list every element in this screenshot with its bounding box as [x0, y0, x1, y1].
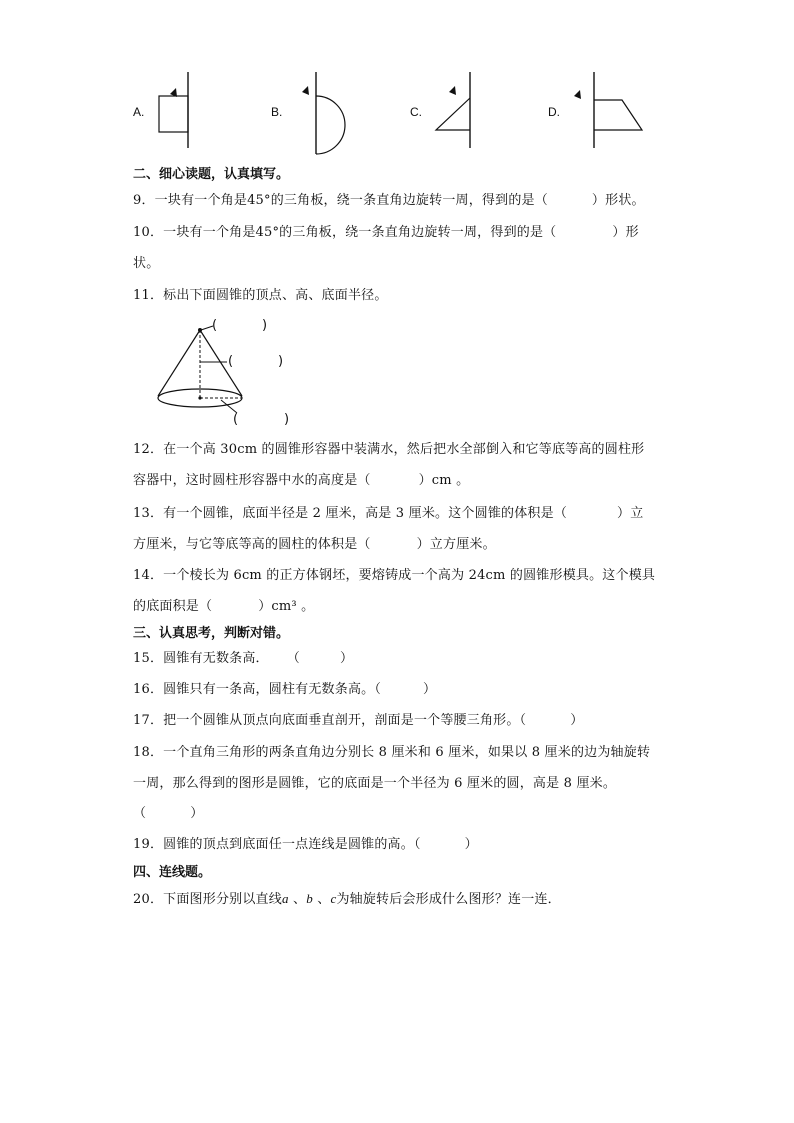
question-10-text-end: ）形 [612, 225, 639, 240]
question-12-line2 [133, 473, 469, 489]
option-d-figure [570, 70, 650, 150]
question-14-text: 的底面积是（ [133, 599, 213, 614]
option-b-label: B. [271, 105, 283, 119]
cone-label-height-open: ( [228, 354, 234, 369]
question-12-line1: 12．在一个高 30cm 的圆锥形容器中装满水，然后把水全部倒入和它等底等高的圆柱形 [133, 442, 645, 457]
option-b-figure [290, 70, 360, 160]
question-14-line1: 14．一个棱长为 6cm 的正方体钢坯，要熔铸成一个高为 24cm 的圆锥形模具。这个模具 [133, 568, 656, 583]
question-9-text-end: ）形状。 [591, 193, 645, 208]
question-13-text-2: 方厘米，与它等底等高的圆柱的体积是（ [133, 537, 371, 552]
question-9 [133, 193, 645, 209]
axis-a-label: a [281, 891, 289, 906]
question-17-text: 17．把一个圆锥从顶点向底面垂直剖开，剖面是一个等腰三角形。（ [133, 713, 527, 728]
question-16-text: 16．圆锥只有一条高，圆柱有无数条高。（ [133, 682, 382, 697]
question-14-text-end: ）cm³ 。 [258, 599, 315, 614]
cone-label-apex-close: ) [262, 318, 268, 333]
section-2-heading: 二、细心读题，认真填写。 [133, 167, 290, 182]
question-18-paren-close: ） [190, 806, 204, 821]
question-14-line2 [133, 599, 314, 615]
separator: 、 [312, 892, 331, 907]
section-3-heading: 三、认真思考，判断对错。 [133, 626, 290, 641]
question-19-paren-close: ） [464, 837, 478, 852]
cone-label-apex-open: ( [212, 318, 218, 333]
question-13-line2 [133, 537, 496, 553]
question-13-text-end: ）立 [617, 506, 644, 521]
question-13-text-2-end: ）立方厘米。 [416, 537, 496, 552]
option-c-label: C. [410, 105, 422, 119]
question-18-line2: 一周，那么得到的图形是圆锥，它的底面是一个半径为 6 厘米的圆，高是 8 厘米。 [133, 776, 617, 791]
question-18-paren-open: （ [133, 806, 147, 821]
question-20-text-end: 为轴旋转后会形成什么图形？连一连． [336, 892, 561, 907]
question-10-text: 10．一块有一个角是45°的三角板，绕一条直角边旋转一周，得到的是（ [133, 225, 557, 240]
option-d-label: D. [548, 105, 560, 119]
axis-b-label: b [306, 891, 313, 906]
question-18-line1: 18．一个直角三角形的两条直角边分别长 8 厘米和 6 厘米，如果以 8 厘米的边为轴旋转 [133, 745, 651, 760]
question-12-text-end: ）cm 。 [418, 473, 470, 488]
option-c-figure [430, 70, 480, 150]
question-19-text: 19．圆锥的顶点到底面任一点连线是圆锥的高。（ [133, 837, 421, 852]
cone-label-height-close: ) [278, 354, 284, 369]
separator: 、 [288, 892, 307, 907]
question-13-line1 [133, 506, 643, 522]
question-17-paren-close: ） [570, 713, 584, 728]
option-a-label: A. [133, 105, 145, 119]
question-19 [133, 837, 478, 853]
question-12-text: 容器中，这时圆柱形容器中水的高度是（ [133, 473, 371, 488]
question-20 [133, 891, 561, 908]
question-10-line2: 状。 [133, 256, 160, 271]
question-15-paren-close: ） [339, 651, 354, 666]
question-13-text: 13．有一个圆锥，底面半径是 2 厘米，高是 3 厘米。这个圆锥的体积是（ [133, 506, 568, 521]
question-15 [133, 651, 353, 667]
question-10 [133, 225, 639, 241]
question-17 [133, 713, 583, 729]
question-15-paren-open: （ [286, 651, 300, 666]
question-16-paren-close: ） [423, 682, 437, 697]
cone-label-radius-close: ) [284, 412, 290, 427]
question-9-text: 9．一块有一个角是45°的三角板，绕一条直角边旋转一周，得到的是（ [133, 193, 548, 208]
option-a-figure [150, 70, 210, 150]
question-16 [133, 682, 436, 698]
question-18-line3 [133, 806, 203, 822]
question-15-text: 15．圆锥有无数条高． [133, 651, 269, 666]
section-4-heading: 四、连线题。 [133, 865, 212, 880]
cone-label-radius-open: ( [233, 412, 239, 427]
question-20-text: 20．下面图形分别以直线 [133, 892, 282, 907]
axis-c-label: c [330, 891, 337, 906]
cone-figure [155, 318, 295, 428]
question-11: 11．标出下面圆锥的顶点、高、底面半径。 [133, 288, 388, 303]
